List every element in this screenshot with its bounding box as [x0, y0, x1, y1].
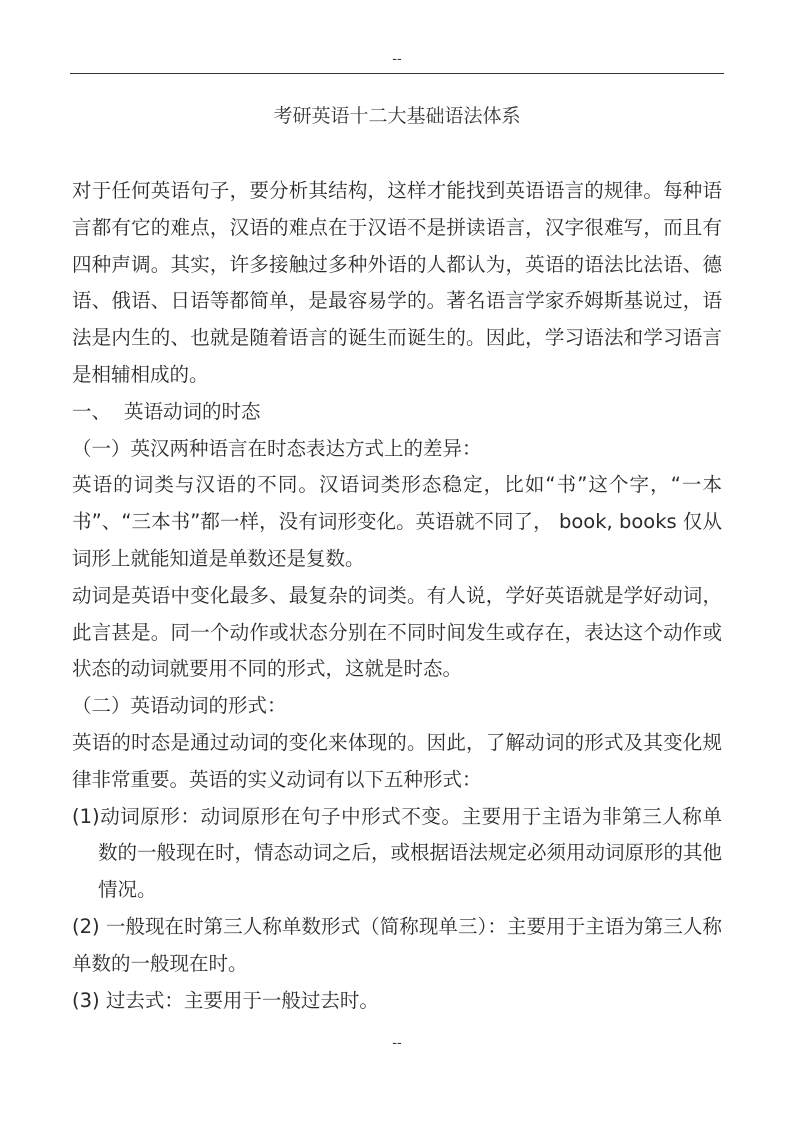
section-number: 一、	[72, 399, 112, 423]
intro-paragraph: 对于任何英语句子，要分析其结构，这样才能找到英语语言的规律。每种语言都有它的难点，汉语的难点在于汉语不是拼读语言，汉字很难写，而且有四种声调。其实，许多接触过多种外语的人都认为，英语的语法比法语、德语、俄语、日语等都简单，是最容易学的。著名语言学家乔姆斯基说过，语法是内生的、也就是随着语言的诞生而诞生的。因此，学习语法和学习语言是相辅相成的。	[72, 179, 722, 386]
paragraph-word-class: 英语的词类与汉语的不同。汉语词类形态稳定，比如“书”这个字，“一本书”、“三本书”都一样，没有词形变化。英语就不同了， book, books 仅从词形上就能知道是单数还是复数。	[72, 473, 722, 570]
paragraph-verb-tense: 动词是英语中变化最多、最复杂的词类。有人说，学好英语就是学好动词，此言甚是。同一个动作或状态分别在不同时间发生或存在，表达这个动作或状态的动词就要用不同的形式，这就是时态。	[72, 583, 722, 681]
header-rule	[70, 73, 724, 74]
document-body	[72, 173, 722, 1019]
subsection-heading-1: （一）英汉两种语言在时态表达方式上的差异：	[72, 436, 482, 460]
section-title: 英语动词的时态	[124, 399, 261, 423]
subsection-heading-2: （二）英语动词的形式：	[72, 694, 287, 718]
list-item-third-person: (2) 一般现在时第三人称单数形式（简称现单三）：主要用于主语为第三人称单数的一般现在时。	[72, 914, 722, 975]
list-item-base-form: (1)动词原形：动词原形在句子中形式不变。主要用于主语为非第三人称单数的一般现在时，情态动词之后，或根据语法规定必须用动词原形的其他情况。	[72, 804, 723, 902]
list-item-past-tense: (3) 过去式：主要用于一般过去时。	[72, 988, 379, 1012]
section-heading-1	[72, 394, 722, 431]
page-footer-mark: --	[392, 1036, 402, 1051]
document-title: 考研英语十二大基础语法体系	[273, 105, 521, 127]
page-header-mark: --	[392, 52, 402, 67]
paragraph-verb-forms: 英语的时态是通过动词的变化来体现的。因此，了解动词的形式及其变化规律非常重要。英语的实义动词有以下五种形式：	[72, 730, 722, 791]
